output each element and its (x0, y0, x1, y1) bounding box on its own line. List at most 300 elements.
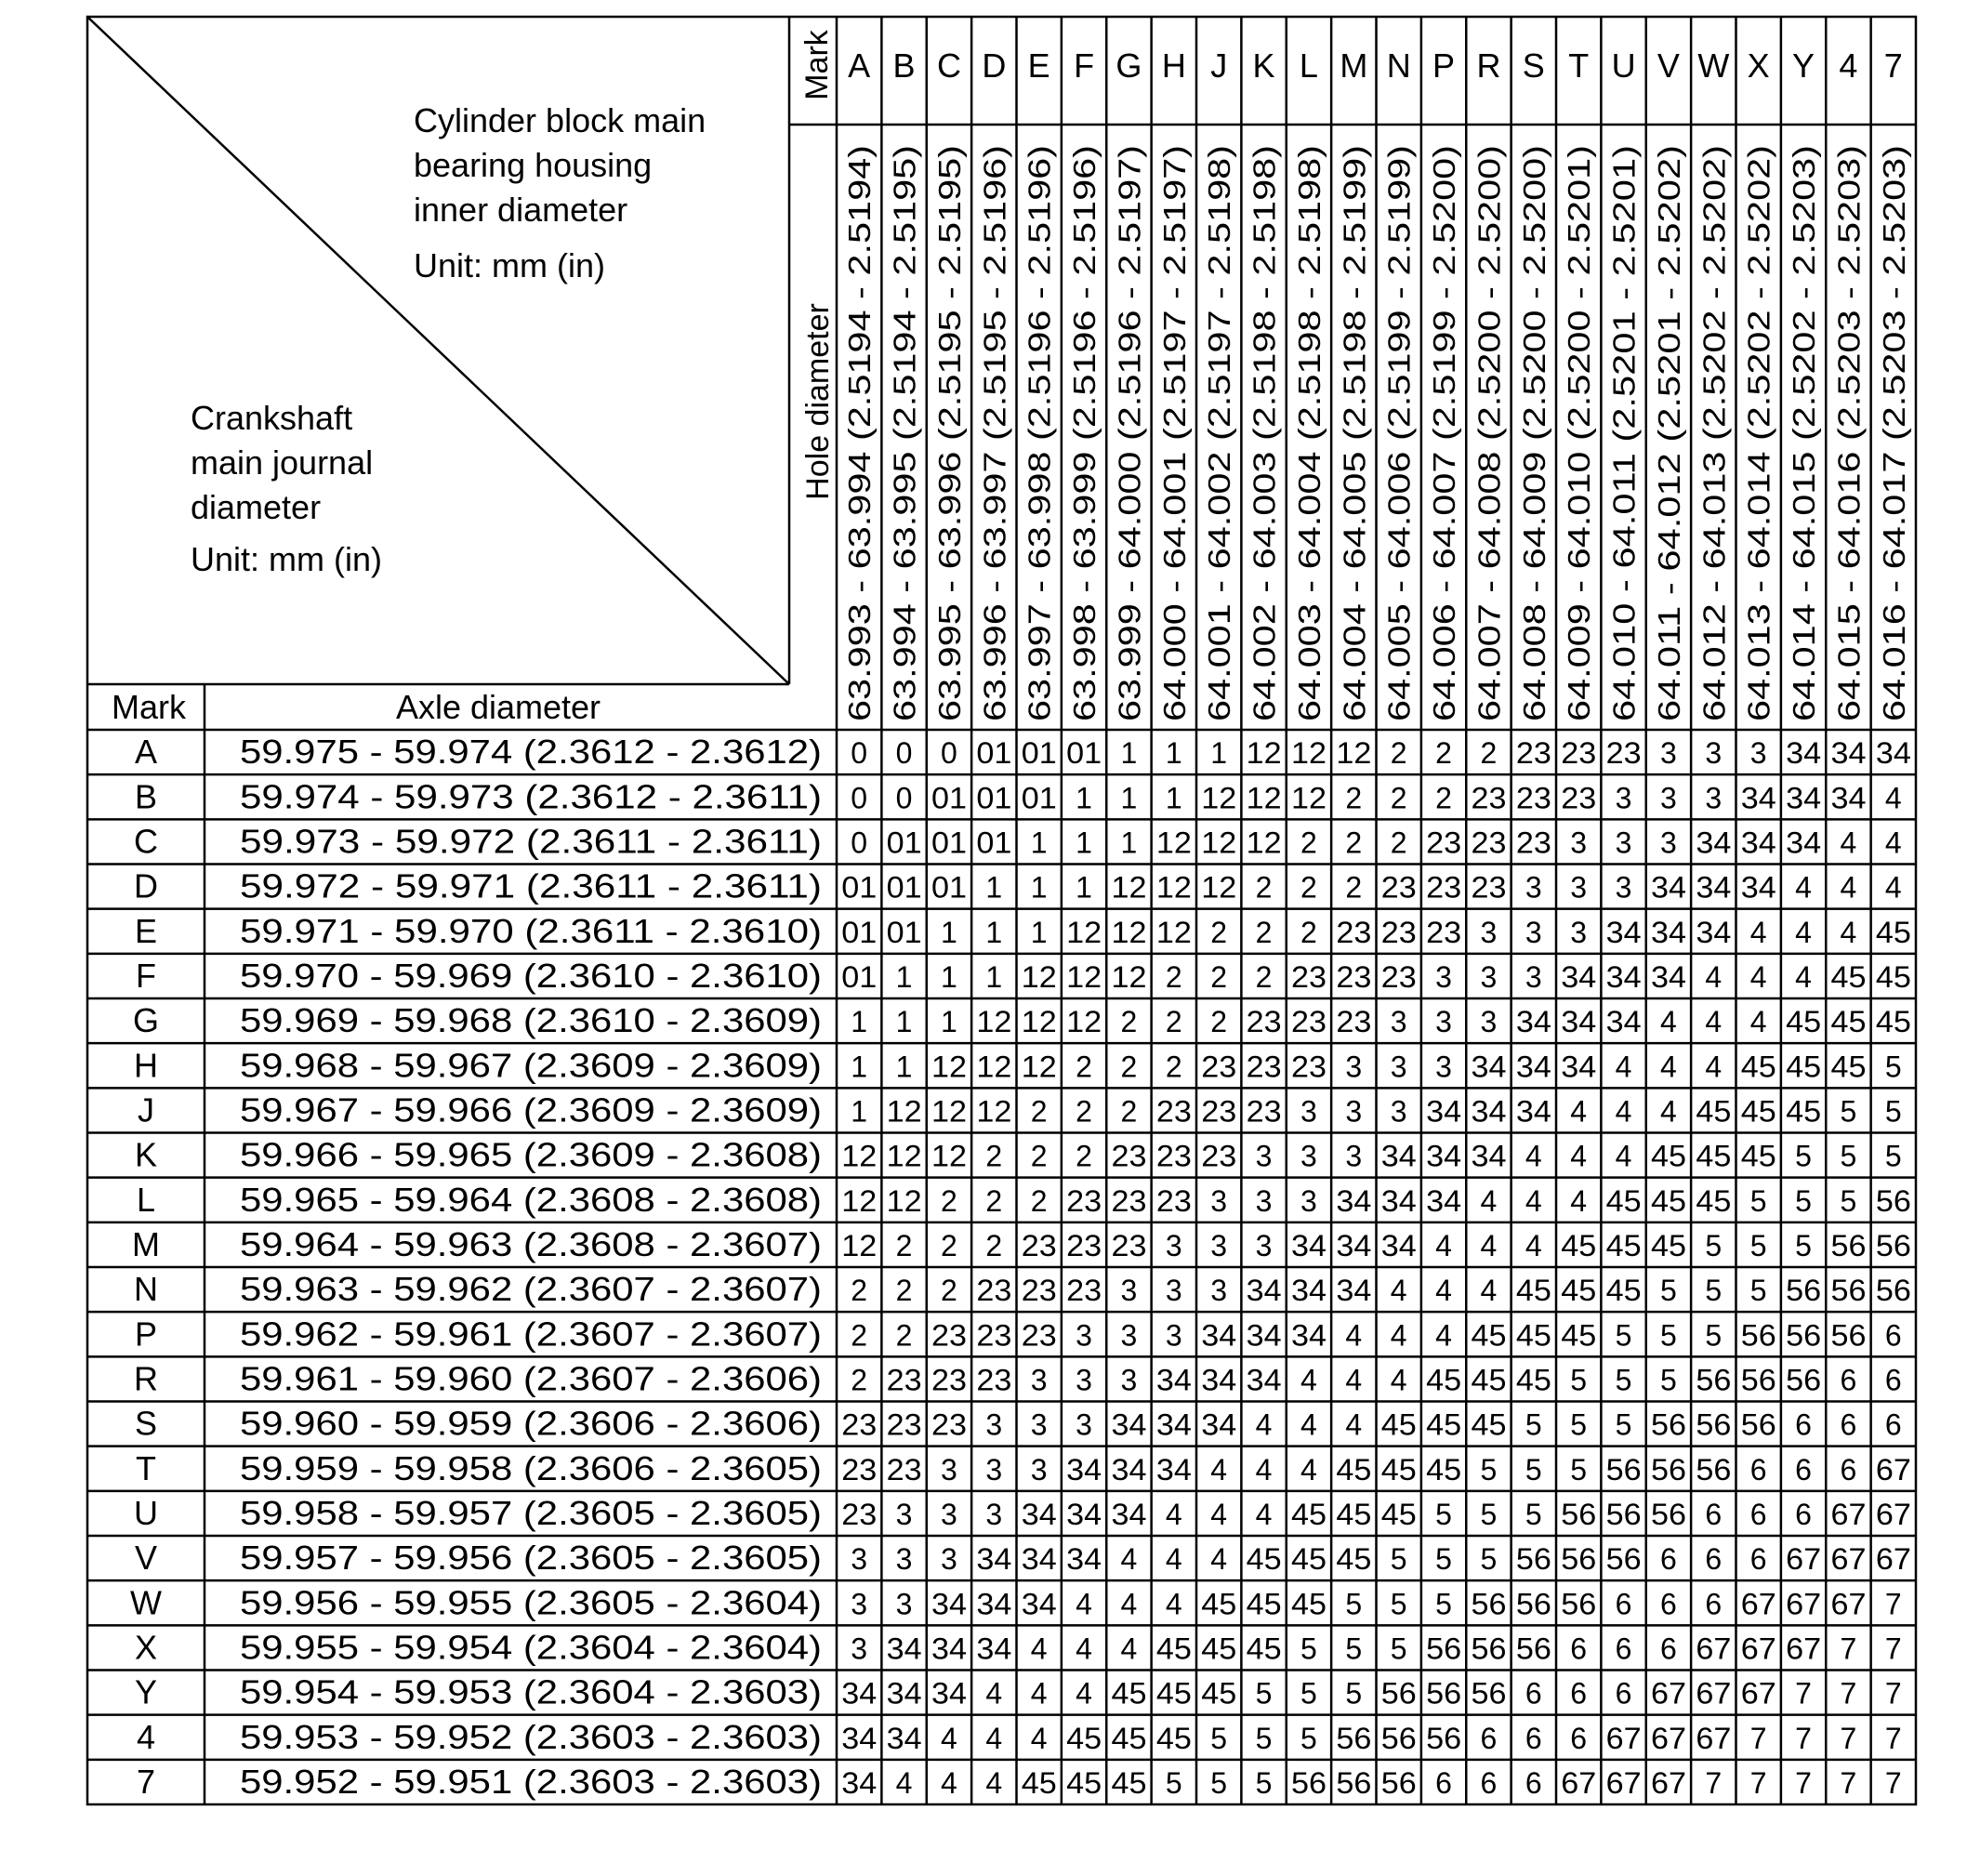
grade-cell: 4 (1660, 1050, 1677, 1084)
grade-cell: 12 (1021, 1050, 1057, 1084)
column-mark: 4 (1839, 46, 1858, 85)
grade-cell: 67 (1696, 1632, 1732, 1666)
housing-title-line-1: Cylinder block main (414, 101, 706, 139)
grade-cell: 67 (1786, 1632, 1822, 1666)
grade-cell: 12 (1246, 826, 1282, 860)
row-mark: L (136, 1180, 156, 1219)
grade-cell: 4 (1749, 915, 1767, 949)
grade-cell: 5 (1345, 1676, 1363, 1711)
grade-cell: 12 (841, 1183, 878, 1218)
grade-cell: 4 (1660, 1005, 1677, 1039)
grade-cell: 23 (1426, 870, 1462, 905)
grade-cell: 2 (1300, 915, 1317, 949)
column-hole-diameter: 64.008 - 64.009 (2.5200 - 2.5200) (1516, 262, 1551, 721)
column-hole-diameter: 64.006 - 64.007 (2.5199 - 2.5200) (1427, 262, 1462, 721)
grade-cell: 56 (1471, 1587, 1507, 1621)
column-mark: U (1611, 46, 1636, 85)
grade-cell: 4 (1525, 1183, 1542, 1218)
grade-cell: 12 (1111, 959, 1147, 994)
row-axle-diameter: 59.966 - 59.965 (2.3609 - 2.3608) (240, 1135, 822, 1174)
grade-cell: 34 (1786, 781, 1822, 815)
grade-cell: 7 (1795, 1721, 1812, 1755)
grade-cell: 67 (1740, 1632, 1776, 1666)
row-mark: E (134, 911, 158, 950)
grade-cell: 2 (1255, 915, 1273, 949)
grade-cell: 1 (1076, 870, 1092, 905)
row-mark: 7 (136, 1762, 156, 1801)
column-hole-diameter: 63.997 - 63.998 (2.5196 - 2.5196) (1022, 262, 1057, 721)
column-hole-diameter: 64.016 - 64.017 (2.5203 - 2.5203) (1876, 262, 1911, 721)
grade-cell: 34 (841, 1765, 878, 1800)
grade-cell: 12 (976, 1050, 1012, 1084)
grade-cell: 4 (1076, 1676, 1092, 1711)
grade-cell: 56 (1426, 1676, 1462, 1711)
grade-cell: 56 (1561, 1587, 1597, 1621)
row-mark: M (132, 1224, 160, 1263)
grade-cell: 5 (1390, 1542, 1407, 1577)
grade-cell: 6 (1480, 1721, 1498, 1755)
grade-cell: 6 (1525, 1676, 1542, 1711)
grade-cell: 34 (976, 1632, 1012, 1666)
column-mark: C (936, 46, 961, 85)
grade-cell: 45 (1246, 1587, 1282, 1621)
grade-cell: 23 (1155, 1094, 1192, 1129)
grade-cell: 3 (1165, 1318, 1182, 1353)
grade-cell: 23 (1155, 1139, 1192, 1173)
row-mark: U (134, 1493, 158, 1532)
grade-cell: 3 (1435, 959, 1452, 994)
grade-cell: 45 (1201, 1676, 1237, 1711)
grade-cell: 45 (1786, 1050, 1822, 1084)
grade-cell: 34 (1740, 781, 1776, 815)
grade-cell: 2 (1076, 1139, 1092, 1173)
column-hole-diameter: 64.015 - 64.016 (2.5203 - 2.5203) (1831, 262, 1867, 721)
grade-cell: 12 (931, 1050, 967, 1084)
row-axle-diameter: 59.963 - 59.962 (2.3607 - 2.3607) (240, 1270, 822, 1309)
grade-cell: 6 (1749, 1542, 1767, 1577)
grade-cell: 12 (1155, 826, 1192, 860)
grade-cell: 56 (1380, 1765, 1417, 1800)
grade-cell: 12 (1066, 959, 1102, 994)
grade-cell: 5 (1660, 1318, 1677, 1353)
column-mark: 7 (1883, 46, 1903, 85)
grade-cell: 1 (1120, 781, 1138, 815)
grade-cell: 2 (851, 1318, 868, 1353)
grade-cell: 34 (886, 1721, 922, 1755)
grade-cell: 5 (1795, 1183, 1812, 1218)
grade-cell: 23 (1246, 1094, 1282, 1129)
grade-cell: 34 (1336, 1274, 1372, 1308)
grade-cell: 56 (1696, 1363, 1732, 1397)
grade-cell: 4 (1210, 1452, 1228, 1486)
grade-cell: 45 (1875, 1005, 1911, 1039)
column-mark: F (1074, 46, 1095, 85)
grade-cell: 67 (1740, 1676, 1776, 1711)
grade-cell: 01 (976, 826, 1012, 860)
grade-cell: 23 (1515, 736, 1551, 771)
grade-cell: 34 (1471, 1094, 1507, 1129)
grade-cell: 3 (1210, 1274, 1228, 1308)
row-axle-diameter: 59.958 - 59.957 (2.3605 - 2.3605) (240, 1493, 822, 1532)
grade-cell: 5 (1435, 1542, 1452, 1577)
grade-cell: 2 (1390, 736, 1407, 771)
grade-cell: 2 (1390, 826, 1407, 860)
grade-cell: 7 (1840, 1721, 1857, 1755)
grade-cell: 45 (1246, 1542, 1282, 1577)
grade-cell: 45 (1650, 1183, 1686, 1218)
grade-cell: 4 (1300, 1363, 1317, 1397)
grade-cell: 01 (886, 870, 922, 905)
grade-cell: 3 (1615, 870, 1632, 905)
grade-cell: 01 (841, 959, 878, 994)
grade-cell: 5 (1615, 1363, 1632, 1397)
grade-cell: 5 (1884, 1094, 1902, 1129)
row-axle-diameter: 59.969 - 59.968 (2.3610 - 2.3609) (240, 1001, 822, 1040)
grade-cell: 3 (1345, 1050, 1363, 1084)
grade-cell: 23 (886, 1363, 922, 1397)
grade-cell: 45 (1471, 1318, 1507, 1353)
grade-cell: 3 (1255, 1139, 1273, 1173)
grade-cell: 56 (1740, 1407, 1776, 1442)
grade-cell: 23 (1561, 781, 1597, 815)
grade-cell: 1 (1165, 781, 1182, 815)
grade-cell: 23 (931, 1407, 967, 1442)
grade-cell: 3 (985, 1452, 1003, 1486)
grade-cell: 01 (841, 870, 878, 905)
grade-cell: 23 (886, 1407, 922, 1442)
grade-cell: 4 (1390, 1363, 1407, 1397)
grade-cell: 1 (895, 1050, 913, 1084)
grade-cell: 4 (1615, 1094, 1632, 1129)
grade-cell: 1 (985, 870, 1003, 905)
row-axle-diameter: 59.957 - 59.956 (2.3605 - 2.3605) (240, 1539, 822, 1578)
column-hole-diameter: 64.010 - 64.011 (2.5201 - 2.5201) (1606, 264, 1642, 721)
column-mark: R (1476, 46, 1501, 85)
grade-cell: 5 (1480, 1497, 1498, 1531)
grade-cell: 2 (1300, 826, 1317, 860)
grade-cell: 45 (1875, 915, 1911, 949)
grade-cell: 34 (1696, 915, 1732, 949)
grade-cell: 01 (1021, 736, 1057, 771)
grade-cell: 12 (841, 1228, 878, 1262)
grade-cell: 3 (1660, 736, 1677, 771)
grade-cell: 45 (1561, 1228, 1597, 1262)
grade-cell: 45 (1111, 1676, 1147, 1711)
grade-cell: 2 (895, 1228, 913, 1262)
grade-cell: 6 (1615, 1632, 1632, 1666)
grade-cell: 67 (1740, 1587, 1776, 1621)
grade-cell: 3 (941, 1497, 957, 1531)
grade-cell: 5 (1840, 1183, 1857, 1218)
grade-cell: 45 (1605, 1274, 1642, 1308)
grade-cell: 5 (1525, 1407, 1542, 1442)
diagonal-header (191, 101, 706, 578)
grade-cell: 56 (1830, 1228, 1867, 1262)
row-axle-diameter: 59.971 - 59.970 (2.3611 - 2.3610) (240, 911, 822, 950)
grade-cell: 4 (941, 1765, 957, 1800)
grade-cell: 2 (1120, 1050, 1138, 1084)
grade-cell: 56 (1830, 1318, 1867, 1353)
grade-cell: 4 (985, 1676, 1003, 1711)
grade-cell: 23 (1066, 1228, 1102, 1262)
column-mark: B (892, 46, 916, 85)
row-mark: Y (134, 1672, 158, 1711)
grade-cell: 6 (1795, 1407, 1812, 1442)
grade-cell: 3 (1255, 1228, 1273, 1262)
grade-cell: 1 (1030, 870, 1048, 905)
grade-cell: 01 (886, 826, 922, 860)
grade-cell: 45 (1155, 1721, 1192, 1755)
grade-cell: 6 (1435, 1765, 1452, 1800)
grade-cell: 4 (1030, 1632, 1048, 1666)
grade-cell: 12 (886, 1139, 922, 1173)
grade-cell: 6 (1884, 1363, 1902, 1397)
grade-cell: 34 (1786, 736, 1822, 771)
grade-cell: 67 (1650, 1765, 1686, 1800)
grade-cell: 6 (1660, 1632, 1677, 1666)
grade-cell: 5 (1660, 1274, 1677, 1308)
grade-cell: 56 (1561, 1542, 1597, 1577)
grade-cell: 34 (1336, 1228, 1372, 1262)
row-axle-diameter: 59.960 - 59.959 (2.3606 - 2.3606) (240, 1404, 822, 1443)
grade-cell: 0 (895, 736, 913, 771)
grade-cell: 12 (1336, 736, 1372, 771)
grade-cell: 0 (941, 736, 957, 771)
grade-cell: 6 (1480, 1765, 1498, 1800)
grade-cell: 56 (1740, 1318, 1776, 1353)
row-mark: 4 (136, 1717, 156, 1756)
grade-cell: 2 (1165, 1050, 1182, 1084)
grade-cell: 56 (1875, 1183, 1911, 1218)
grade-cell: 2 (1076, 1094, 1092, 1129)
grade-cell: 7 (1884, 1676, 1902, 1711)
column-mark: A (848, 46, 871, 85)
grade-cell: 3 (1749, 736, 1767, 771)
grade-cell: 34 (1290, 1318, 1327, 1353)
grade-cell: 2 (1390, 781, 1407, 815)
grade-cell: 5 (1165, 1765, 1182, 1800)
grade-cell: 0 (851, 781, 868, 815)
grade-cell: 6 (1615, 1587, 1632, 1621)
grade-cell: 3 (1390, 1005, 1407, 1039)
grade-cell: 45 (1380, 1497, 1417, 1531)
grade-cell: 3 (851, 1542, 868, 1577)
grade-cell: 45 (1515, 1318, 1551, 1353)
grade-cell: 56 (1336, 1721, 1372, 1755)
grade-cell: 12 (1155, 915, 1192, 949)
grade-cell: 4 (1255, 1497, 1273, 1531)
grade-cell: 34 (1740, 870, 1776, 905)
grade-cell: 34 (1111, 1452, 1147, 1486)
row-mark: H (134, 1046, 158, 1085)
journal-title-line-3: diameter (191, 488, 322, 526)
row-axle-diameter: 59.954 - 59.953 (2.3604 - 2.3603) (240, 1672, 822, 1711)
row-mark: S (134, 1404, 158, 1443)
grade-cell: 01 (1021, 781, 1057, 815)
grade-cell: 3 (1570, 826, 1588, 860)
grade-cell: 34 (1380, 1183, 1417, 1218)
grade-cell: 1 (1030, 826, 1048, 860)
row-mark: B (134, 777, 158, 816)
grade-cell: 1 (1120, 826, 1138, 860)
grade-cell: 45 (1696, 1139, 1732, 1173)
grade-cell: 01 (841, 915, 878, 949)
grade-cell: 67 (1650, 1676, 1686, 1711)
row-header-labels (112, 688, 601, 726)
column-hole-diameter: 64.005 - 64.006 (2.5199 - 2.5199) (1381, 262, 1417, 721)
grade-cell: 45 (1336, 1542, 1372, 1577)
row-mark: V (134, 1539, 158, 1578)
grade-cell: 23 (1471, 870, 1507, 905)
grade-cell: 4 (1615, 1139, 1632, 1173)
grade-cell: 12 (886, 1094, 922, 1129)
row-axle-diameter: 59.953 - 59.952 (2.3603 - 2.3603) (240, 1717, 822, 1756)
grade-cell: 12 (976, 1094, 1012, 1129)
row-mark: N (134, 1270, 158, 1309)
grade-cell: 5 (1615, 1318, 1632, 1353)
grade-cell: 45 (1426, 1407, 1462, 1442)
grade-cell: 34 (1471, 1050, 1507, 1084)
grade-cell: 23 (1111, 1183, 1147, 1218)
grade-cell: 5 (1300, 1721, 1317, 1755)
row-axle-diameter-label: Axle diameter (395, 688, 601, 726)
row-mark: T (136, 1448, 156, 1487)
grade-cell: 56 (1515, 1632, 1551, 1666)
grade-cell: 45 (1201, 1632, 1237, 1666)
row-axle-diameter: 59.965 - 59.964 (2.3608 - 2.3608) (240, 1180, 822, 1219)
grade-cell: 23 (1111, 1228, 1147, 1262)
grade-cell: 45 (1830, 1050, 1867, 1084)
grade-cell: 5 (1705, 1274, 1723, 1308)
grade-cell: 4 (1345, 1318, 1363, 1353)
grade-cell: 3 (1300, 1094, 1317, 1129)
grade-cell: 34 (1021, 1542, 1057, 1577)
grade-cell: 45 (1830, 1005, 1867, 1039)
column-hole-diameter: 63.998 - 63.999 (2.5196 - 2.5196) (1067, 262, 1102, 721)
grade-cell: 3 (1705, 736, 1723, 771)
grade-cell: 23 (1380, 959, 1417, 994)
grade-cell: 4 (1840, 870, 1857, 905)
grade-cell: 67 (1650, 1721, 1686, 1755)
grade-cell: 2 (941, 1274, 957, 1308)
grade-cell: 23 (976, 1318, 1012, 1353)
grade-cell: 3 (1660, 826, 1677, 860)
grade-cell: 6 (1884, 1407, 1902, 1442)
grade-cell: 67 (1786, 1587, 1822, 1621)
grade-cell: 5 (1390, 1632, 1407, 1666)
column-mark: K (1252, 46, 1275, 85)
grade-cell: 3 (1076, 1318, 1092, 1353)
grade-cell: 45 (1561, 1274, 1597, 1308)
grade-cell: 56 (1605, 1452, 1642, 1486)
row-axle-diameter: 59.974 - 59.973 (2.3612 - 2.3611) (240, 777, 822, 816)
grade-cell: 34 (1515, 1005, 1551, 1039)
grade-cell: 6 (1615, 1676, 1632, 1711)
grade-cell: 5 (1255, 1765, 1273, 1800)
grade-cell: 34 (841, 1676, 878, 1711)
grade-cell: 56 (1515, 1542, 1551, 1577)
grade-cell: 1 (1165, 736, 1182, 771)
grade-cell: 67 (1696, 1676, 1732, 1711)
grade-cell: 12 (931, 1139, 967, 1173)
grade-cell: 4 (985, 1721, 1003, 1755)
grade-cell: 4 (1210, 1542, 1228, 1577)
grade-cell: 1 (1076, 826, 1092, 860)
grade-cell: 4 (1165, 1587, 1182, 1621)
grade-cell: 45 (1336, 1452, 1372, 1486)
grade-cell: 7 (1884, 1721, 1902, 1755)
grade-cell: 34 (1246, 1363, 1282, 1397)
grade-cell: 45 (1111, 1721, 1147, 1755)
grade-cell: 2 (1435, 736, 1452, 771)
grade-cell: 2 (895, 1318, 913, 1353)
grade-cell: 2 (1345, 870, 1363, 905)
grade-cell: 1 (985, 915, 1003, 949)
grade-cell: 45 (1740, 1050, 1776, 1084)
grade-cell: 3 (1210, 1228, 1228, 1262)
grade-cell: 34 (1696, 826, 1732, 860)
grade-cell: 3 (1480, 915, 1498, 949)
grade-cell: 3 (1120, 1363, 1138, 1397)
grade-cell: 4 (1884, 826, 1902, 860)
grade-cell: 6 (1705, 1542, 1723, 1577)
grade-cell: 7 (1884, 1765, 1902, 1800)
row-axle-diameter: 59.964 - 59.963 (2.3608 - 2.3607) (240, 1224, 822, 1263)
grade-cell: 34 (1515, 1094, 1551, 1129)
column-mark: G (1115, 46, 1142, 85)
grade-cell: 23 (976, 1363, 1012, 1397)
grade-cell: 3 (1300, 1139, 1317, 1173)
column-mark: D (982, 46, 1007, 85)
grade-cell: 7 (1884, 1632, 1902, 1666)
grade-cell: 6 (1795, 1497, 1812, 1531)
row-mark: R (134, 1359, 158, 1398)
column-hole-diameter: 64.004 - 64.005 (2.5198 - 2.5199) (1337, 262, 1372, 721)
grade-cell: 12 (1246, 781, 1282, 815)
column-hole-diameter-label: Hole diameter (800, 303, 836, 500)
grade-cell: 4 (1795, 915, 1812, 949)
grade-cell: 67 (1875, 1497, 1911, 1531)
grade-cell: 7 (1795, 1676, 1812, 1711)
grade-cell: 34 (976, 1587, 1012, 1621)
grade-cell: 1 (1120, 736, 1138, 771)
housing-title-line-3: inner diameter (414, 191, 628, 229)
grade-cell: 23 (1471, 826, 1507, 860)
grade-cell: 56 (1605, 1497, 1642, 1531)
grade-cell: 34 (1246, 1318, 1282, 1353)
grade-cell: 34 (1380, 1139, 1417, 1173)
grade-cell: 56 (1605, 1542, 1642, 1577)
grade-cell: 5 (1255, 1676, 1273, 1711)
row-axle-diameter: 59.968 - 59.967 (2.3609 - 2.3609) (240, 1046, 822, 1085)
grade-cell: 45 (1605, 1183, 1642, 1218)
grade-cell: 34 (1066, 1542, 1102, 1577)
grade-cell: 7 (1705, 1765, 1723, 1800)
grade-cell: 23 (1066, 1274, 1102, 1308)
grade-cell: 34 (1155, 1363, 1192, 1397)
grade-cell: 34 (1201, 1318, 1237, 1353)
grade-cell: 01 (976, 781, 1012, 815)
column-mark: J (1210, 46, 1228, 85)
grade-cell: 2 (895, 1274, 913, 1308)
grade-cell: 3 (1525, 959, 1542, 994)
grade-cell: 23 (1290, 1050, 1327, 1084)
grade-cell: 3 (1030, 1452, 1048, 1486)
column-header-labels (799, 29, 836, 500)
grade-cell: 4 (1795, 870, 1812, 905)
grade-cell: 23 (1561, 736, 1597, 771)
grade-cell: 5 (1300, 1632, 1317, 1666)
